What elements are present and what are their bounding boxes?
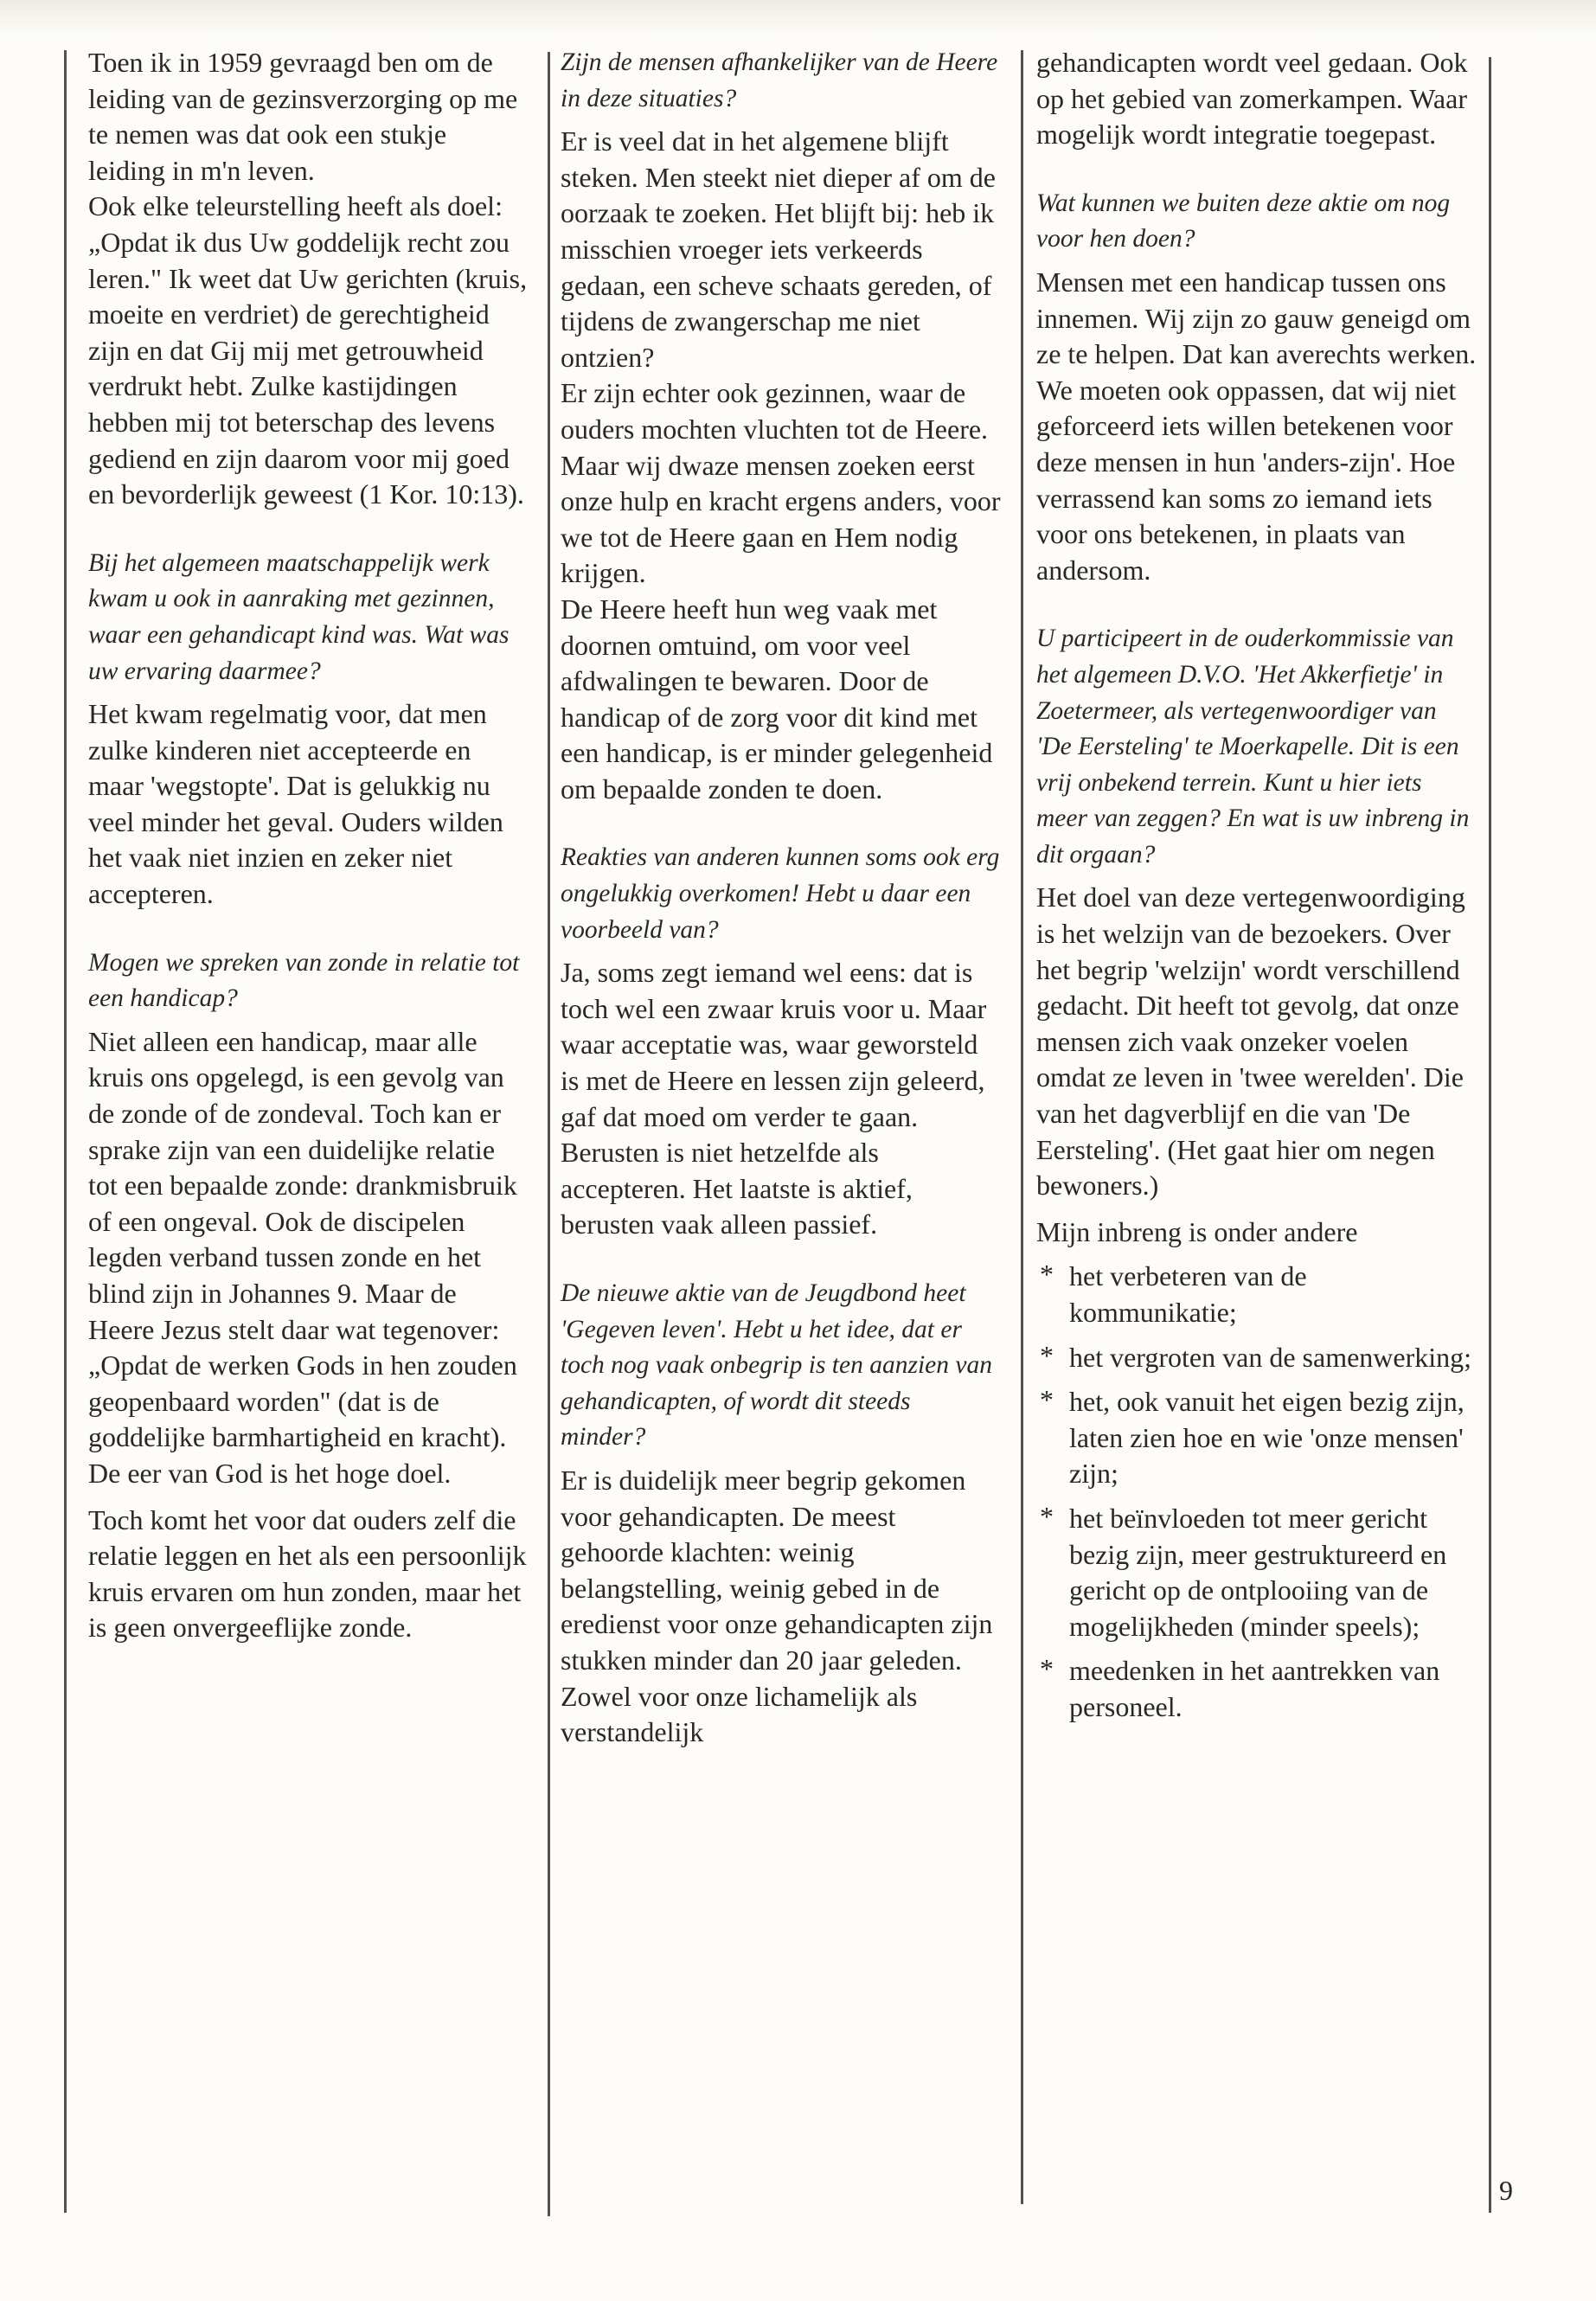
bullet-list xyxy=(1036,1259,1477,1725)
bullet-item: * het, ook vanuit het eigen bezig zijn, laten zien hoe en wie 'onze mensen' zijn; xyxy=(1036,1384,1477,1492)
interview-answer: Ja, soms zegt iemand wel eens: dat is toch wel een zwaar kruis voor u. Maar waar acceptatie was, waar geworsteld is met de Heere en lessen zijn geleerd, gaf dat moed om verder te gaan. Berusten is niet hetzelfde als accepteren. Het laatste is aktief, berusten vaak alleen passief. xyxy=(561,957,987,1240)
interview-question: U participeert in de ouderkommissie van het algemeen D.V.O. 'Het Akkerfietje' in Zoetermeer, als vertegenwoordiger van 'De Eersteling' te Moerkapelle. Dit is een vrij onbekend terrein. Kunt u hier iets meer van zeggen? En wat is uw inbreng in dit orgaan? xyxy=(1036,625,1470,868)
bullet-item: * het beïnvloeden tot meer gericht bezig zijn, meer gestruktureerd en gericht op de ontplooiing van de mogelijkheden (minder speels); xyxy=(1036,1501,1477,1644)
interview-question: Zijn de mensen afhankelijker van de Heere in deze situaties? xyxy=(561,48,998,112)
page-top-shadow xyxy=(0,0,1596,36)
interview-answer: Het doel van deze vertegenwoordiging is het welzijn van de bezoekers. Over het begrip 'welzijn' wordt verschillend gedacht. Dit heeft tot gevolg, dat onze mensen zich vaak onzeker voelen omdat ze leven in 'twee werelden'. Die van het dagverblijf en die van 'De Eersteling'. (Het gaat hier om negen bewoners.) xyxy=(1036,881,1465,1202)
interview-answer: Toen ik in 1959 gevraagd ben om de leiding van de gezinsverzorging op me te nemen was dat ook een stukje leiding in m'n leven. xyxy=(88,47,518,186)
text-column-1 xyxy=(88,45,529,1646)
interview-question: Mogen we spreken van zonde in relatie tot een handicap? xyxy=(88,948,520,1013)
bullet-item: * het vergroten van de samenwerking; xyxy=(1036,1340,1477,1376)
interview-answer: Mijn inbreng is onder andere xyxy=(1036,1215,1358,1247)
column-rule-middle-left xyxy=(548,52,550,2216)
text-column-2 xyxy=(561,45,1002,1751)
column-rule-right xyxy=(1489,57,1491,2213)
bullet-item: * meedenken in het aantrekken van personeel. xyxy=(1036,1653,1477,1725)
text-column-3 xyxy=(1036,45,1477,1734)
interview-question: Reakties van anderen kunnen soms ook erg ongelukkig overkomen! Hebt u daar een voorbeeld van? xyxy=(561,843,1000,944)
interview-answer: Mensen met een handicap tussen ons innemen. Wij zijn zo gauw geneigd om ze te helpen. Dat kan averechts werken. We moeten ook oppassen, dat wij niet geforceerd iets willen betekenen voor deze mensen in hun 'anders-zijn'. Hoe verrassend kan soms zo iemand iets voor ons betekenen, in plaats van andersom. xyxy=(1036,266,1477,586)
bullet-item: * het verbeteren van de kommunikatie; xyxy=(1036,1259,1477,1330)
page-number: 9 xyxy=(1499,2175,1513,2206)
interview-answer: Er zijn echter ook gezinnen, waar de ouders mochten vluchten tot de Heere. Maar wij dwaze mensen zoeken eerst onze hulp en kracht ergens anders, voor we tot de Heere gaan en Hem nodig krijgen. xyxy=(561,377,1001,589)
interview-answer: Het kwam regelmatig voor, dat men zulke kinderen niet accepteerde en maar 'wegstopte'. Dat is gelukkig nu veel minder het geval. Ouders wilden het vaak niet inzien en zeker niet accepteren. xyxy=(88,698,503,910)
interview-answer: gehandicapten wordt veel gedaan. Ook op het gebied van zomerkampen. Waar mogelijk wordt integratie toegepast. xyxy=(1036,47,1468,151)
interview-question: De nieuwe aktie van de Jeugdbond heet 'Gegeven leven'. Hebt u het idee, dat er toch nog vaak onbegrip is ten aanzien van gehandicapten, of wordt dit steeds minder? xyxy=(561,1279,992,1452)
interview-answer: Toch komt het voor dat ouders zelf die relatie leggen en het als een persoonlijk kruis ervaren om hun zonden, maar het is geen onvergeeflijke zonde. xyxy=(88,1503,527,1644)
interview-question: Wat kunnen we buiten deze aktie om nog voor hen doen? xyxy=(1036,189,1451,253)
interview-answer: De Heere heeft hun weg vaak met doornen omtuind, om voor veel afdwalingen te bewaren. Door de handicap of de zorg voor dit kind met een handicap, is er minder gelegenheid om bepaalde zonden te doen. xyxy=(561,593,993,804)
interview-answer: Er is veel dat in het algemene blijft steken. Men steekt niet dieper af om de oorzaak te zoeken. Het blijft bij: heb ik misschien vroeger iets verkeerds gedaan, een scheve schaats gereden, of tijdens de zwangerschap me niet ontzien? xyxy=(561,125,996,373)
column-rule-left xyxy=(64,50,67,2213)
column-rule-middle-right xyxy=(1021,50,1023,2204)
interview-answer: Ook elke teleurstelling heeft als doel: „Opdat ik dus Uw goddelijk recht zou leren." Ik weet dat Uw gerichten (kruis, moeite en verdriet) de gerechtigheid zijn en dat Gij mij met getrouwheid verdrukt hebt. Zulke kastijdingen hebben mij tot beterschap des levens gediend en zijn daarom voor mij goed en bevorderlijk geweest (1 Kor. 10:13). xyxy=(88,190,528,510)
interview-question: Bij het algemeen maatschappelijk werk kwam u ook in aanraking met gezinnen, waar een gehandicapt kind was. Wat was uw ervaring daarmee? xyxy=(88,548,510,685)
interview-answer: Niet alleen een handicap, maar alle kruis ons opgelegd, is een gevolg van de zonde of de zondeval. Toch kan er sprake zijn van een duidelijke relatie tot een bepaalde zonde: drankmisbruik of een ongeval. Ook de discipelen legden verband tussen zonde en het blind zijn in Johannes 9. Maar de Heere Jezus stelt daar wat tegenover: „Opdat de werken Gods in hen zouden geopenbaard worden" (dat is de goddelijke barmhartigheid en kracht). De eer van God is het hoge doel. xyxy=(88,1025,517,1489)
interview-answer: Er is duidelijk meer begrip gekomen voor gehandicapten. De meest gehoorde klachten: weinig belangstelling, weinig gebed in de eredienst voor onze gehandicapten zijn stukken minder dan 20 jaar geleden. Zowel voor onze lichamelijk als verstandelijk xyxy=(561,1464,993,1748)
